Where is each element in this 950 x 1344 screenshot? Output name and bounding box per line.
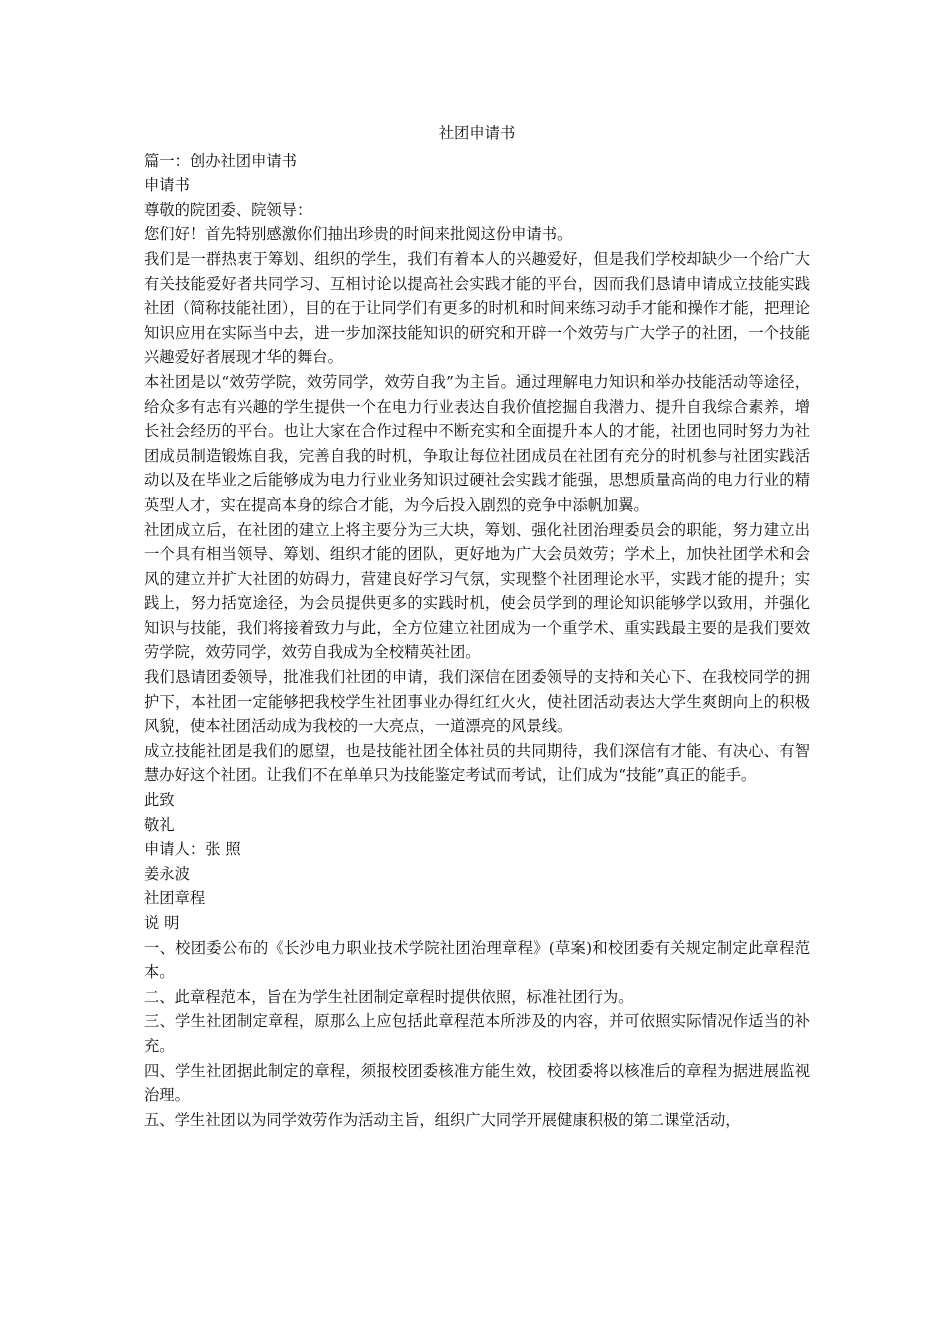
- paragraph: 姜永波: [144, 864, 190, 883]
- paragraph: 篇一：创办社团申请书: [144, 151, 297, 170]
- paragraph: 申请人：张 照: [144, 840, 241, 859]
- paragraph: 成立技能社团是我们的愿望，也是技能社团全体社员的共同期待，我们深信有才能、有决心、有智慧办好这个社团。让我们不在单单只为技能鉴定考试而考试，让们成为“技能”真正的能手。: [144, 741, 810, 785]
- paragraph: 社团章程: [144, 889, 206, 908]
- paragraph: 我们是一群热衷于筹划、组织的学生，我们有着本人的兴趣爱好，但是我们学校却缺少一个给广大有关技能爱好者共同学习、互相讨论以提高社会实践才能的平台，因而我们恳请申请成立技能实践社团（简称技能社团），目的在于让同学们有更多的时机和时间来练习动手才能和操作才能，把理论知识应用在实际当中去，进一步加深技能知识的研究和开辟一个效劳与广大学子的社团，一个技能兴趣爱好者展现才华的舞台。: [144, 249, 810, 367]
- paragraph: 四、学生社团据此制定的章程，须报校团委核准方能生效，校团委将以核准后的章程为据进展监视治理。: [144, 1061, 810, 1105]
- paragraph: 三、学生社团制定章程，原那么上应包括此章程范本所涉及的内容，并可依照实际情况作适当的补充。: [144, 1012, 810, 1055]
- document-title: 社团申请书: [438, 124, 516, 142]
- paragraph: 本社团是以“效劳学院，效劳同学，效劳自我”为主旨。通过理解电力知识和举办技能活动等途径，给众多有志有兴趣的学生提供一个在电力行业表达自我价值挖掘自我潜力、提升自我综合素养，增长社会经历的平台。也让大家在合作过程中不断充实和全面提升本人的才能，社团也同时努力为社团成员制造锻炼自我，完善自我的时机，争取让每位社团成员在社团有充分的时机参与社团实践活动以及在毕业之后能够成为电力行业业务知识过硬社会实践才能强，思想质量高尚的电力行业的精英型人才，实在提高本身的综合才能，为今后投入剧烈的竞争中添帆加翼。: [144, 372, 810, 514]
- paragraph: 说 明: [144, 914, 180, 932]
- document-body: [144, 149, 810, 1133]
- paragraph: 申请书: [144, 176, 190, 195]
- paragraph: 您们好！首先特别感激你们抽出珍贵的时间来批阅这份申请书。: [144, 225, 573, 244]
- paragraph: 此致: [144, 791, 175, 810]
- paragraph: 社团成立后，在社团的建立上将主要分为三大块，筹划、强化社团治理委员会的职能，努力建立出一个具有相当领导、筹划、组织才能的团队，更好地为广大会员效劳；学术上，加快社团学术和会风的建立并扩大社团的妨碍力，营建良好学习气氛，实现整个社团理论水平，实践才能的提升；实践上，努力括宽途径，为会员提供更多的实践时机，使会员学到的理论知识能够学以致用，并强化知识与技能，我们将接着致力与此，全方位建立社团成为一个重学术、重实践最主要的是我们要效劳学院，效劳同学，效劳自我成为全校精英社团。: [144, 520, 810, 662]
- paragraph: 二、此章程范本，旨在为学生社团制定章程时提供依照，标准社团行为。: [144, 987, 634, 1006]
- paragraph: 尊敬的院团委、院领导：: [144, 200, 313, 219]
- document-page: [144, 121, 810, 1132]
- paragraph: 一、校团委公布的《长沙电力职业技术学院社团治理章程》(草案)和校团委有关规定制定此章程范本。: [144, 938, 810, 982]
- paragraph: 敬礼: [144, 815, 175, 834]
- paragraph: 我们恳请团委领导，批准我们社团的申请，我们深信在团委领导的支持和关心下、在我校同学的拥护下，本社团一定能够把我校学生社团事业办得红红火火，使社团活动表达大学生爽朗向上的积极风貌，使本社团活动成为我校的一大亮点，一道漂亮的风景线。: [144, 668, 810, 736]
- paragraph: 五、学生社团以为同学效劳作为活动主旨，组织广大同学开展健康积极的第二课堂活动，: [144, 1110, 741, 1129]
